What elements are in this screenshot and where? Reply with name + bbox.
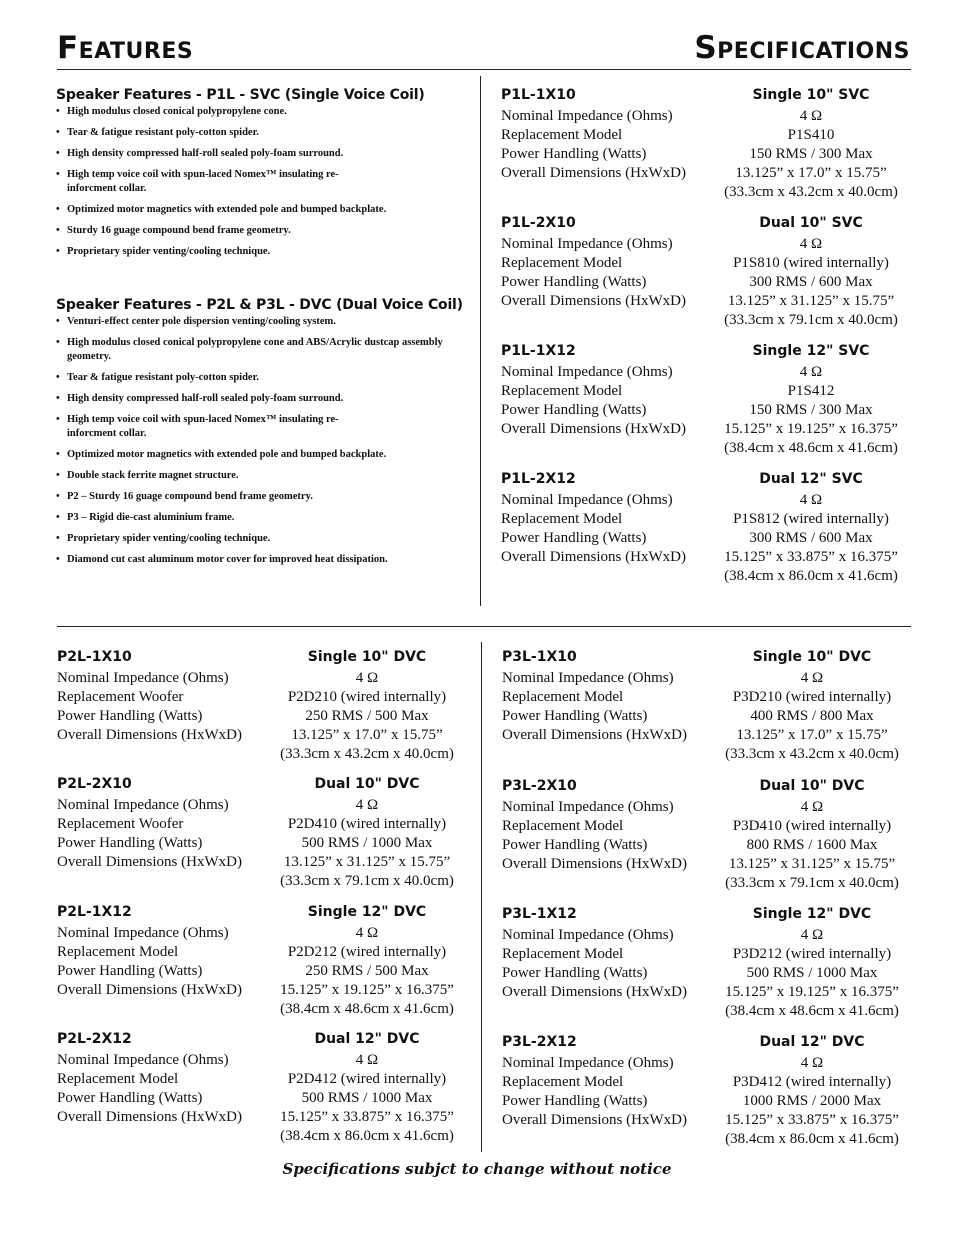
feature-item: • P2 – Sturdy 16 guage compound bend frame geometry. (56, 490, 466, 504)
spec-type: Dual 10" DVC (314, 776, 420, 792)
impedance-value: 4 Ω (800, 670, 824, 686)
impedance-value: 4 Ω (800, 799, 824, 815)
dimensions-cm: (38.4cm x 48.6cm x 41.6cm) (280, 1001, 454, 1017)
impedance-label: Nominal Impedance (Ohms) (502, 1055, 674, 1071)
dimensions-label: Overall Dimensions (HxWxD) (501, 421, 686, 437)
replacement-label: Replacement Woofer (57, 689, 184, 705)
spec-model: P2L-2X12 (57, 1031, 132, 1047)
power-label: Power Handling (Watts) (502, 708, 648, 724)
dimensions-inches: 13.125” x 31.125” x 15.75” (727, 293, 895, 309)
spec-block-p1l-2x10 (501, 215, 911, 330)
dimensions-label: Overall Dimensions (HxWxD) (57, 1109, 242, 1125)
dimensions-inches: 15.125” x 19.125” x 16.375” (280, 982, 454, 998)
replacement-value: P3D210 (wired internally) (732, 689, 892, 705)
footnote: Specifications subjct to change without notice (282, 1160, 672, 1178)
dimensions-inches: 15.125” x 33.875” x 16.375” (280, 1109, 454, 1125)
feature-item: • Tear & fatigue resistant poly-cotton spider. (56, 371, 466, 385)
spec-type: Single 10" DVC (307, 649, 427, 665)
dimensions-cm: (38.4cm x 48.6cm x 41.6cm) (724, 440, 898, 456)
dimensions-inches: 13.125” x 17.0” x 15.75” (735, 165, 887, 181)
power-value: 500 RMS / 1000 Max (301, 1090, 433, 1106)
features-svc-title: Speaker Features - P1L - SVC (Single Voice Coil) (56, 87, 425, 103)
power-value: 500 RMS / 1000 Max (301, 835, 433, 851)
features-svc-section (56, 87, 466, 266)
dimensions-label: Overall Dimensions (HxWxD) (502, 727, 687, 743)
impedance-label: Nominal Impedance (Ohms) (501, 108, 673, 124)
impedance-label: Nominal Impedance (Ohms) (502, 927, 674, 943)
impedance-label: Nominal Impedance (Ohms) (502, 670, 674, 686)
spec-block-p3l-1x10 (502, 649, 912, 764)
top-column-divider (480, 76, 481, 606)
dimensions-label: Overall Dimensions (HxWxD) (57, 854, 242, 870)
feature-item: • P3 – Rigid die-cast aluminium frame. (56, 511, 466, 525)
spec-block-p2l-1x12 (57, 904, 467, 1019)
replacement-value: P1S412 (787, 383, 835, 399)
feature-item: • Diamond cut cast aluminum motor cover for improved heat dissipation. (56, 553, 466, 567)
dimensions-cm: (33.3cm x 43.2cm x 40.0cm) (724, 184, 898, 200)
replacement-value: P2D410 (wired internally) (287, 816, 447, 832)
power-value: 800 RMS / 1600 Max (746, 837, 878, 853)
spec-type: Single 12" DVC (307, 904, 427, 920)
features-svc-list (56, 105, 466, 259)
spec-type: Single 12" SVC (752, 343, 870, 359)
dimensions-label: Overall Dimensions (HxWxD) (57, 982, 242, 998)
power-value: 300 RMS / 600 Max (749, 274, 873, 290)
spec-block-p1l-1x10 (501, 87, 911, 202)
spec-block-p3l-1x12 (502, 906, 912, 1021)
spec-model: P2L-2X10 (57, 776, 132, 792)
spec-type: Single 12" DVC (752, 906, 872, 922)
impedance-value: 4 Ω (355, 925, 379, 941)
replacement-value: P3D212 (wired internally) (732, 946, 892, 962)
spec-type: Dual 12" SVC (759, 471, 863, 487)
replacement-label: Replacement Model (57, 944, 179, 960)
feature-item: • Sturdy 16 guage compound bend frame geometry. (56, 224, 466, 238)
power-value: 250 RMS / 500 Max (305, 963, 429, 979)
features-dvc-section (56, 297, 466, 574)
spec-block-p2l-1x10 (57, 649, 467, 764)
impedance-value: 4 Ω (799, 364, 823, 380)
dimensions-inches: 13.125” x 17.0” x 15.75” (291, 727, 443, 743)
replacement-value: P3D410 (wired internally) (732, 818, 892, 834)
spec-model: P3L-2X12 (502, 1034, 577, 1050)
dimensions-inches: 13.125” x 31.125” x 15.75” (283, 854, 451, 870)
spec-type: Dual 10" SVC (759, 215, 863, 231)
features-dvc-title: Speaker Features - P2L & P3L - DVC (Dual Voice Coil) (56, 297, 463, 313)
impedance-label: Nominal Impedance (Ohms) (57, 797, 229, 813)
dimensions-inches: 15.125” x 33.875” x 16.375” (724, 549, 898, 565)
dimensions-inches: 13.125” x 31.125” x 15.75” (728, 856, 896, 872)
feature-item: • Optimized motor magnetics with extended pole and bumped backplate. (56, 203, 466, 217)
dimensions-inches: 15.125” x 19.125” x 16.375” (724, 421, 898, 437)
spec-block-p3l-2x12 (502, 1034, 912, 1149)
impedance-value: 4 Ω (355, 797, 379, 813)
spec-block-p1l-1x12 (501, 343, 911, 458)
replacement-value: P1S812 (wired internally) (733, 511, 889, 527)
dimensions-label: Overall Dimensions (HxWxD) (57, 727, 242, 743)
feature-item: • Double stack ferrite magnet structure. (56, 469, 466, 483)
dimensions-label: Overall Dimensions (HxWxD) (501, 165, 686, 181)
power-label: Power Handling (Watts) (502, 837, 648, 853)
spec-type: Single 10" SVC (752, 87, 870, 103)
feature-item: • High temp voice coil with spun-laced Nomex™ insulating re-inforcment collar. (56, 168, 347, 196)
replacement-label: Replacement Model (501, 511, 623, 527)
features-dvc-list (56, 315, 466, 567)
spec-block-p1l-2x12 (501, 471, 911, 586)
replacement-label: Replacement Model (501, 255, 623, 271)
dimensions-cm: (38.4cm x 86.0cm x 41.6cm) (280, 1128, 454, 1144)
spec-type: Single 10" DVC (752, 649, 872, 665)
feature-item: • High density compressed half-roll sealed poly-foam surround. (56, 392, 466, 406)
specifications-heading: Specifications (694, 30, 910, 66)
power-label: Power Handling (Watts) (57, 1090, 203, 1106)
dimensions-label: Overall Dimensions (HxWxD) (502, 984, 687, 1000)
dimensions-cm: (33.3cm x 79.1cm x 40.0cm) (280, 873, 454, 889)
spec-model: P2L-1X12 (57, 904, 132, 920)
power-value: 1000 RMS / 2000 Max (742, 1093, 882, 1109)
dimensions-label: Overall Dimensions (HxWxD) (501, 549, 686, 565)
replacement-value: P2D412 (wired internally) (287, 1071, 447, 1087)
power-label: Power Handling (Watts) (502, 1093, 648, 1109)
dimensions-label: Overall Dimensions (HxWxD) (501, 293, 686, 309)
power-label: Power Handling (Watts) (501, 274, 647, 290)
dimensions-cm: (33.3cm x 79.1cm x 40.0cm) (724, 312, 898, 328)
replacement-label: Replacement Model (502, 946, 624, 962)
dimensions-label: Overall Dimensions (HxWxD) (502, 856, 687, 872)
impedance-label: Nominal Impedance (Ohms) (501, 492, 673, 508)
dimensions-cm: (33.3cm x 43.2cm x 40.0cm) (725, 746, 899, 762)
spec-model: P3L-1X12 (502, 906, 577, 922)
dimensions-cm: (38.4cm x 86.0cm x 41.6cm) (724, 568, 898, 584)
spec-model: P1L-2X12 (501, 471, 576, 487)
replacement-label: Replacement Model (501, 383, 623, 399)
features-heading: Features (57, 30, 194, 66)
impedance-value: 4 Ω (355, 670, 379, 686)
spec-model: P1L-1X10 (501, 87, 576, 103)
dimensions-label: Overall Dimensions (HxWxD) (502, 1112, 687, 1128)
impedance-value: 4 Ω (355, 1052, 379, 1068)
power-label: Power Handling (Watts) (501, 146, 647, 162)
replacement-label: Replacement Model (501, 127, 623, 143)
feature-item: • Proprietary spider venting/cooling technique. (56, 532, 466, 546)
power-value: 500 RMS / 1000 Max (746, 965, 878, 981)
power-value: 300 RMS / 600 Max (749, 530, 873, 546)
impedance-label: Nominal Impedance (Ohms) (501, 236, 673, 252)
replacement-value: P3D412 (wired internally) (732, 1074, 892, 1090)
feature-item: • Venturi-effect center pole dispersion venting/cooling system. (56, 315, 466, 329)
power-label: Power Handling (Watts) (57, 963, 203, 979)
dimensions-cm: (38.4cm x 86.0cm x 41.6cm) (725, 1131, 899, 1147)
spec-model: P1L-1X12 (501, 343, 576, 359)
feature-item: • High temp voice coil with spun-laced Nomex™ insulating re-inforcment collar. (56, 413, 347, 441)
impedance-value: 4 Ω (799, 236, 823, 252)
power-value: 400 RMS / 800 Max (750, 708, 874, 724)
dimensions-inches: 15.125” x 33.875” x 16.375” (725, 1112, 899, 1128)
replacement-label: Replacement Model (502, 1074, 624, 1090)
section-divider (57, 626, 911, 627)
power-label: Power Handling (Watts) (57, 708, 203, 724)
power-label: Power Handling (Watts) (502, 965, 648, 981)
impedance-value: 4 Ω (799, 492, 823, 508)
feature-item: • High modulus closed conical polypropylene cone and ABS/Acrylic dustcap assembly geometry. (56, 336, 466, 364)
impedance-label: Nominal Impedance (Ohms) (57, 1052, 229, 1068)
dimensions-cm: (38.4cm x 48.6cm x 41.6cm) (725, 1003, 899, 1019)
power-label: Power Handling (Watts) (57, 835, 203, 851)
spec-type: Dual 10" DVC (759, 778, 865, 794)
spec-block-p3l-2x10 (502, 778, 912, 893)
replacement-label: Replacement Model (502, 689, 624, 705)
impedance-value: 4 Ω (800, 927, 824, 943)
impedance-label: Nominal Impedance (Ohms) (57, 670, 229, 686)
spec-block-p2l-2x12 (57, 1031, 467, 1146)
bottom-column-divider (481, 642, 482, 1152)
replacement-value: P1S410 (787, 127, 835, 143)
replacement-value: P1S810 (wired internally) (733, 255, 889, 271)
spec-block-p2l-2x10 (57, 776, 467, 891)
replacement-value: P2D210 (wired internally) (287, 689, 447, 705)
dimensions-inches: 13.125” x 17.0” x 15.75” (736, 727, 888, 743)
feature-item: • Proprietary spider venting/cooling technique. (56, 245, 466, 259)
spec-type: Dual 12" DVC (759, 1034, 865, 1050)
impedance-label: Nominal Impedance (Ohms) (57, 925, 229, 941)
replacement-label: Replacement Model (502, 818, 624, 834)
feature-item: • Tear & fatigue resistant poly-cotton spider. (56, 126, 466, 140)
replacement-value: P2D212 (wired internally) (287, 944, 447, 960)
feature-item: • High density compressed half-roll sealed poly-foam surround. (56, 147, 466, 161)
impedance-label: Nominal Impedance (Ohms) (501, 364, 673, 380)
header-rule (57, 69, 911, 70)
spec-model: P1L-2X10 (501, 215, 576, 231)
replacement-label: Replacement Model (57, 1071, 179, 1087)
feature-item: • Optimized motor magnetics with extended pole and bumped backplate. (56, 448, 466, 462)
power-value: 150 RMS / 300 Max (749, 146, 873, 162)
power-value: 150 RMS / 300 Max (749, 402, 873, 418)
impedance-value: 4 Ω (799, 108, 823, 124)
feature-item: • High modulus closed conical polypropylene cone. (56, 105, 466, 119)
power-label: Power Handling (Watts) (501, 530, 647, 546)
power-label: Power Handling (Watts) (501, 402, 647, 418)
dimensions-cm: (33.3cm x 79.1cm x 40.0cm) (725, 875, 899, 891)
spec-model: P3L-2X10 (502, 778, 577, 794)
replacement-label: Replacement Woofer (57, 816, 184, 832)
power-value: 250 RMS / 500 Max (305, 708, 429, 724)
impedance-value: 4 Ω (800, 1055, 824, 1071)
spec-type: Dual 12" DVC (314, 1031, 420, 1047)
dimensions-inches: 15.125” x 19.125” x 16.375” (725, 984, 899, 1000)
spec-model: P2L-1X10 (57, 649, 132, 665)
impedance-label: Nominal Impedance (Ohms) (502, 799, 674, 815)
dimensions-cm: (33.3cm x 43.2cm x 40.0cm) (280, 746, 454, 762)
spec-model: P3L-1X10 (502, 649, 577, 665)
